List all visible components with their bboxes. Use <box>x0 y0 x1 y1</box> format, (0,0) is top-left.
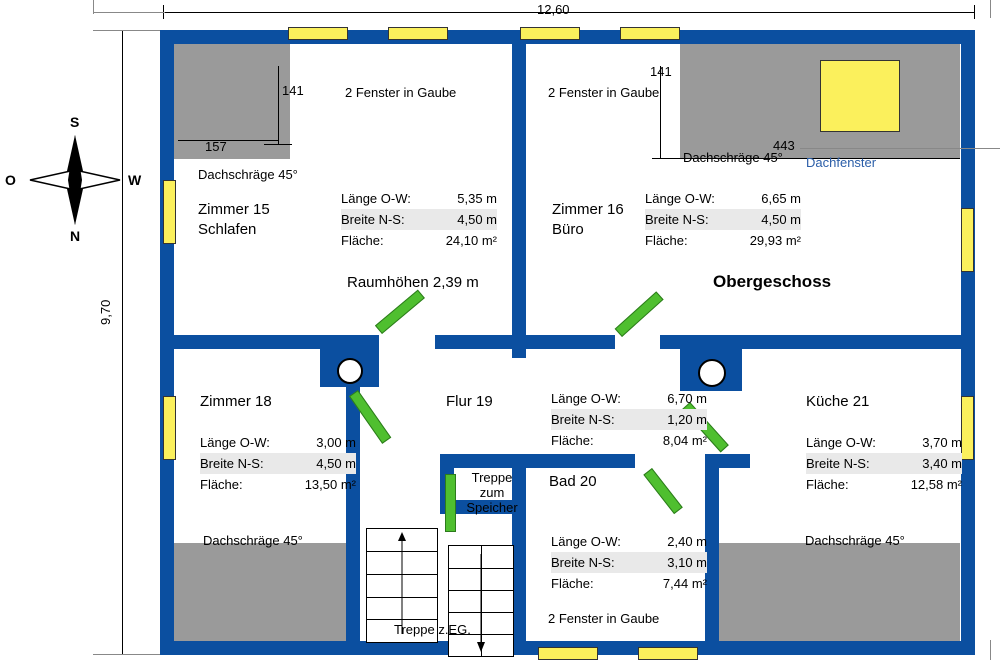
room-dims-zimmer15 <box>341 188 497 251</box>
window-east-1 <box>961 208 974 272</box>
label-laenge-zimmer15: Länge O-W: <box>341 191 411 206</box>
window-north-3 <box>520 27 580 40</box>
interior-wall-kueche-west-stub <box>705 454 750 468</box>
room-label-zimmer15: Zimmer 15 <box>198 201 270 218</box>
value-flaeche-kueche21: 12,58 m² <box>910 477 962 492</box>
label-flaeche-zimmer16: Fläche: <box>645 233 688 248</box>
note-gaube-mid: 2 Fenster in Gaube <box>548 85 660 100</box>
value-breite-zimmer16: 4,50 m <box>761 212 801 227</box>
compass-label-bottom: N <box>70 228 81 244</box>
label-flaeche-kueche21: Fläche: <box>806 477 849 492</box>
helper-tick-corner-right-bottom <box>990 640 991 660</box>
interior-wall-flur-north-right <box>660 335 975 349</box>
dimension-line-left <box>122 30 123 655</box>
value-flaeche-zimmer18: 13,50 m² <box>304 477 356 492</box>
interior-wall-vertical-left-bottom <box>346 387 360 655</box>
note-gaube-bottom: 2 Fenster in Gaube <box>548 611 660 626</box>
mark-141-left-tick <box>264 144 292 145</box>
room-label-bad20: Bad 20 <box>549 473 597 490</box>
room-sublabel-zimmer16: Büro <box>552 221 584 238</box>
compass-label-top: S <box>70 114 80 130</box>
note-slope-2: Dachschräge 45° <box>683 150 783 165</box>
value-breite-bad20: 3,10 m <box>667 555 707 570</box>
compass-rose <box>5 114 142 244</box>
fitting-circle-right <box>698 359 726 387</box>
note-slope-1: Dachschräge 45° <box>198 167 298 182</box>
window-north-1 <box>288 27 348 40</box>
room-sublabel-zimmer15: Schlafen <box>198 221 257 238</box>
label-flaeche-zimmer18: Fläche: <box>200 477 243 492</box>
window-west-1 <box>163 180 176 244</box>
overall-height-label: 9,70 <box>98 299 113 325</box>
mark-443-helper <box>800 148 1000 149</box>
value-laenge-zimmer16: 6,65 m <box>761 191 801 206</box>
note-ceiling-height: Raumhöhen 2,39 m <box>347 274 479 291</box>
label-stairs-ground: Treppe z.EG. <box>394 622 471 637</box>
label-laenge-zimmer18: Länge O-W: <box>200 435 270 450</box>
overall-width-label: 12,60 <box>537 2 570 17</box>
interior-wall-flur-north-left <box>174 335 379 349</box>
skylight-window <box>820 60 900 132</box>
value-flaeche-bad20: 7,44 m² <box>662 576 707 591</box>
room-label-kueche21: Küche 21 <box>806 393 870 410</box>
label-breite-zimmer16: Breite N-S: <box>645 212 709 227</box>
window-north-2 <box>388 27 448 40</box>
value-flaeche-flur19: 8,04 m² <box>662 433 707 448</box>
label-stairs-attic-2: zum <box>479 485 505 500</box>
value-breite-zimmer18: 4,50 m <box>316 456 356 471</box>
helper-line-bottom <box>93 654 165 655</box>
window-west-2 <box>163 396 176 460</box>
value-flaeche-zimmer16: 29,93 m² <box>749 233 801 248</box>
label-laenge-zimmer16: Länge O-W: <box>645 191 715 206</box>
label-laenge-bad20: Länge O-W: <box>551 534 621 549</box>
label-breite-zimmer15: Breite N-S: <box>341 212 405 227</box>
value-laenge-bad20: 2,40 m <box>667 534 707 549</box>
note-slope-4: Dachschräge 45° <box>805 533 905 548</box>
room-dims-zimmer18 <box>200 432 356 495</box>
room-label-zimmer16: Zimmer 16 <box>552 201 624 218</box>
interior-wall-bad-north <box>440 454 635 468</box>
label-laenge-flur19: Länge O-W: <box>551 391 621 406</box>
note-dachfenster: Dachfenster <box>806 155 877 170</box>
helper-line-top <box>93 12 165 13</box>
label-breite-zimmer18: Breite N-S: <box>200 456 264 471</box>
value-breite-zimmer15: 4,50 m <box>457 212 497 227</box>
helper-tick-corner-right <box>990 0 991 18</box>
value-laenge-zimmer18: 3,00 m <box>316 435 356 450</box>
mark-141-right-label: 141 <box>650 64 672 79</box>
value-laenge-zimmer15: 5,35 m <box>457 191 497 206</box>
dimension-tick-top-right <box>974 5 975 19</box>
room-label-zimmer18: Zimmer 18 <box>200 393 272 410</box>
room-dims-flur19 <box>551 388 707 451</box>
mark-141-left-line <box>278 66 279 144</box>
page-title: Obergeschoss <box>713 272 832 291</box>
room-dims-zimmer16 <box>645 188 801 251</box>
helper-tick-corner <box>93 0 94 14</box>
mark-157-line <box>178 140 278 141</box>
note-gaube-left: 2 Fenster in Gaube <box>345 85 457 100</box>
window-east-2 <box>961 396 974 460</box>
value-laenge-flur19: 6,70 m <box>667 391 707 406</box>
interior-wall-vertical-bad-east <box>705 454 719 655</box>
label-stairs-attic-3: Speicher <box>466 500 518 515</box>
label-breite-kueche21: Breite N-S: <box>806 456 870 471</box>
mark-443-label: 443 <box>773 138 795 153</box>
mark-157-label: 157 <box>205 139 227 154</box>
label-flaeche-flur19: Fläche: <box>551 433 594 448</box>
label-breite-bad20: Breite N-S: <box>551 555 615 570</box>
room-dims-kueche21 <box>806 432 962 495</box>
room-dims-bad20 <box>551 531 707 594</box>
roof-slope-area-topleft <box>174 44 290 159</box>
compass-icon <box>10 120 140 240</box>
value-breite-kueche21: 3,40 m <box>922 456 962 471</box>
label-flaeche-bad20: Fläche: <box>551 576 594 591</box>
label-stairs-attic-1: Treppe <box>471 470 513 485</box>
label-laenge-kueche21: Länge O-W: <box>806 435 876 450</box>
window-north-4 <box>620 27 680 40</box>
interior-wall-flur-north-mid <box>435 335 615 349</box>
note-slope-3: Dachschräge 45° <box>203 533 303 548</box>
window-south-1 <box>538 647 598 660</box>
stairs-to-ground-grid <box>448 545 514 657</box>
window-south-2 <box>638 647 698 660</box>
interior-wall-vertical-center-top <box>512 44 526 358</box>
helper-line-top2 <box>93 30 165 31</box>
value-laenge-kueche21: 3,70 m <box>922 435 962 450</box>
roof-slope-area-bottomleft <box>174 543 349 641</box>
compass-label-left: O <box>5 172 16 188</box>
room-label-flur19: Flur 19 <box>446 393 493 410</box>
value-flaeche-zimmer15: 24,10 m² <box>445 233 497 248</box>
label-breite-flur19: Breite N-S: <box>551 412 615 427</box>
label-flaeche-zimmer15: Fläche: <box>341 233 384 248</box>
roof-slope-area-bottomright <box>705 543 960 641</box>
value-breite-flur19: 1,20 m <box>667 412 707 427</box>
compass-label-right: W <box>128 172 142 188</box>
exterior-wall-west <box>160 30 174 655</box>
fitting-circle-left <box>337 358 363 384</box>
mark-141-left-label: 141 <box>282 83 304 98</box>
mark-141-right-line <box>660 66 661 158</box>
